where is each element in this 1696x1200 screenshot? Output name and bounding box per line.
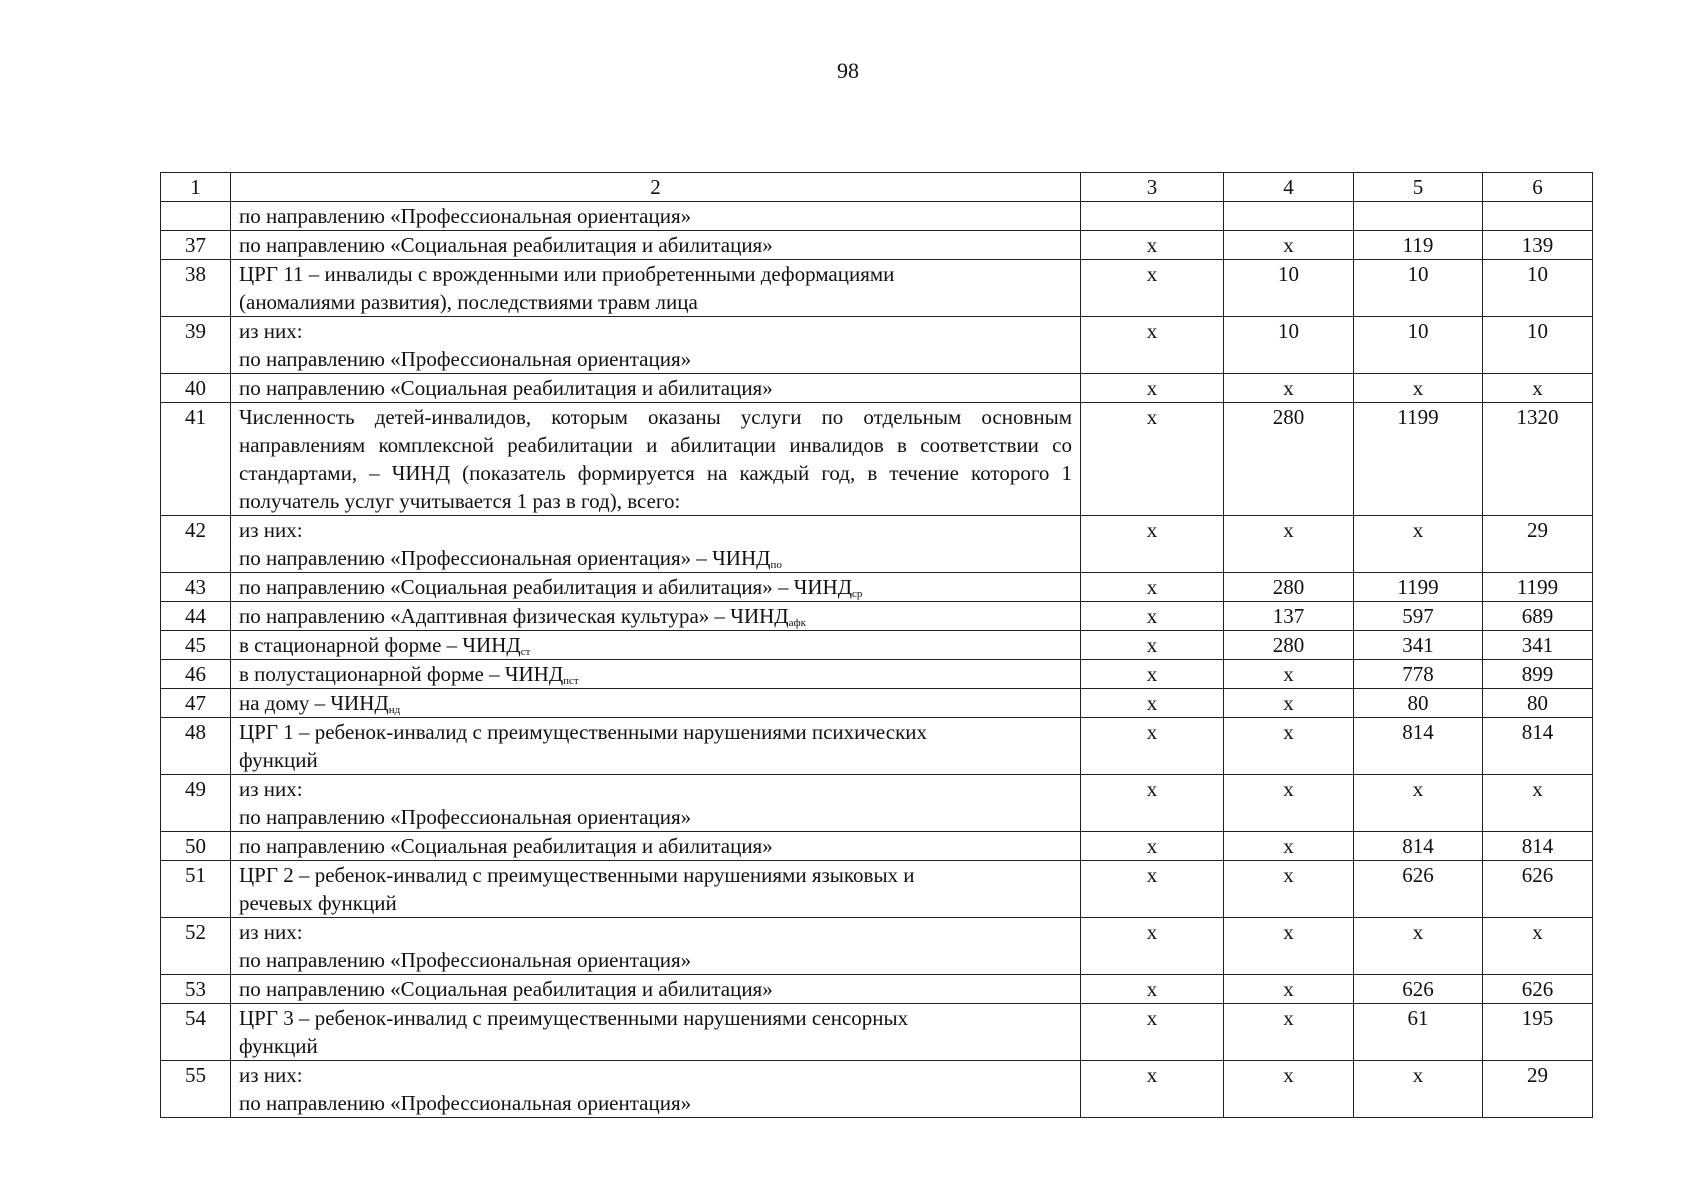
value-cell-4: 10 (1224, 317, 1354, 374)
description-text: по направлению «Профессиональная ориентация» (239, 948, 692, 972)
value-cell-4: 280 (1224, 573, 1354, 602)
indicator-description (231, 775, 1081, 832)
table-row (161, 631, 1593, 660)
description-line (239, 718, 1072, 746)
description-line (239, 775, 1072, 803)
value-cell-6 (1483, 202, 1593, 231)
value-cell-4: х (1224, 832, 1354, 861)
header-cell-3: 3 (1081, 173, 1224, 202)
row-number (161, 202, 231, 231)
value-cell-6: 814 (1483, 832, 1593, 861)
table-row (161, 573, 1593, 602)
value-cell-6: 899 (1483, 660, 1593, 689)
indicator-subscript: ст (520, 646, 531, 658)
description-line (239, 660, 1072, 688)
table-row (161, 602, 1593, 631)
indicator-subscript: пст (563, 675, 579, 687)
table-row (161, 202, 1593, 231)
page-number: 98 (837, 58, 859, 83)
value-cell-3: х (1081, 573, 1224, 602)
value-cell-3: х (1081, 1004, 1224, 1061)
indicator-description (231, 631, 1081, 660)
description-text: из них: (239, 920, 303, 944)
indicator-description (231, 1004, 1081, 1061)
value-cell-5: 778 (1354, 660, 1483, 689)
row-number: 40 (161, 374, 231, 403)
table-row (161, 516, 1593, 573)
description-line (239, 746, 1072, 774)
value-cell-3: х (1081, 602, 1224, 631)
value-cell-6: 29 (1483, 516, 1593, 573)
value-cell-5: х (1354, 775, 1483, 832)
description-line (239, 573, 1072, 601)
description-line (239, 803, 1072, 831)
description-line (239, 202, 1072, 230)
indicator-description (231, 832, 1081, 861)
row-number: 53 (161, 975, 231, 1004)
row-number: 43 (161, 573, 231, 602)
indicator-description (231, 202, 1081, 231)
value-cell-3: х (1081, 832, 1224, 861)
description-text: в стационарной форме – ЧИНД (239, 633, 521, 657)
value-cell-3: х (1081, 1061, 1224, 1118)
indicator-subscript: нд (388, 704, 401, 716)
table-row (161, 231, 1593, 260)
description-text: Численность детей-инвалидов, которым оказаны услуги по отдельным основным направлениям комплексной реабилитации и абилитации инвалидов в соответствии со стандартами, – ЧИНД (показатель формируется на каждый год, в течение которого 1 получатель услуг учитывается 1 раз в год), всего: (239, 405, 1072, 513)
value-cell-4: х (1224, 918, 1354, 975)
description-line (239, 631, 1072, 659)
value-cell-5: 10 (1354, 260, 1483, 317)
table-row (161, 403, 1593, 516)
row-number: 48 (161, 718, 231, 775)
indicator-description (231, 573, 1081, 602)
value-cell-4: х (1224, 861, 1354, 918)
indicator-description (231, 317, 1081, 374)
description-line (239, 403, 1072, 515)
value-cell-3: х (1081, 374, 1224, 403)
value-cell-6: 1199 (1483, 573, 1593, 602)
value-cell-5: 1199 (1354, 403, 1483, 516)
table-row (161, 660, 1593, 689)
value-cell-3: х (1081, 718, 1224, 775)
value-cell-4: 10 (1224, 260, 1354, 317)
row-number: 41 (161, 403, 231, 516)
value-cell-6: 626 (1483, 975, 1593, 1004)
value-cell-5: 10 (1354, 317, 1483, 374)
table-header-row (161, 173, 1593, 202)
description-text: по направлению «Профессиональная ориентация» (239, 347, 692, 371)
row-number: 49 (161, 775, 231, 832)
description-line (239, 689, 1072, 717)
row-number: 51 (161, 861, 231, 918)
description-text: по направлению «Профессиональная ориентация» (239, 805, 692, 829)
indicator-description (231, 861, 1081, 918)
value-cell-5: 1199 (1354, 573, 1483, 602)
indicator-description (231, 231, 1081, 260)
header-cell-5: 5 (1354, 173, 1483, 202)
description-text: на дому – ЧИНД (239, 691, 389, 715)
value-cell-3: х (1081, 689, 1224, 718)
indicator-description (231, 403, 1081, 516)
indicator-subscript: по (770, 559, 782, 571)
value-cell-6: 341 (1483, 631, 1593, 660)
indicator-subscript: ср (852, 588, 863, 600)
indicator-description (231, 918, 1081, 975)
description-text: ЦРГ 11 – инвалиды с врожденными или приобретенными деформациями (239, 262, 895, 286)
table-row (161, 718, 1593, 775)
value-cell-5: 341 (1354, 631, 1483, 660)
value-cell-5: х (1354, 516, 1483, 573)
value-cell-6: 139 (1483, 231, 1593, 260)
value-cell-6: 10 (1483, 317, 1593, 374)
row-number: 46 (161, 660, 231, 689)
value-cell-5: 597 (1354, 602, 1483, 631)
description-text: в полустационарной форме – ЧИНД (239, 662, 564, 686)
header-cell-1: 1 (161, 173, 231, 202)
value-cell-3: х (1081, 516, 1224, 573)
table-row (161, 918, 1593, 975)
description-text: ЦРГ 2 – ребенок-инвалид с преимущественными нарушениями языковых и (239, 863, 915, 887)
value-cell-4 (1224, 202, 1354, 231)
indicator-subscript: афк (788, 617, 806, 629)
indicator-description (231, 374, 1081, 403)
indicator-description (231, 975, 1081, 1004)
description-line (239, 918, 1072, 946)
value-cell-4: х (1224, 1061, 1354, 1118)
value-cell-6: 80 (1483, 689, 1593, 718)
row-number: 44 (161, 602, 231, 631)
row-number: 55 (161, 1061, 231, 1118)
table-body (161, 173, 1593, 1118)
value-cell-6: 814 (1483, 718, 1593, 775)
description-text: из них: (239, 777, 303, 801)
description-text: по направлению «Профессиональная ориентация» (239, 1091, 692, 1115)
description-line (239, 1061, 1072, 1089)
value-cell-6: 626 (1483, 861, 1593, 918)
value-cell-5: х (1354, 1061, 1483, 1118)
header-cell-2: 2 (231, 173, 1081, 202)
description-text: по направлению «Социальная реабилитация и абилитация» (239, 233, 773, 257)
value-cell-3: х (1081, 260, 1224, 317)
description-line (239, 288, 1072, 316)
description-line (239, 231, 1072, 259)
value-cell-4: х (1224, 775, 1354, 832)
value-cell-3: х (1081, 975, 1224, 1004)
value-cell-3: х (1081, 231, 1224, 260)
table-row (161, 689, 1593, 718)
indicator-description (231, 660, 1081, 689)
description-text: (аномалиями развития), последствиями травм лица (239, 290, 698, 314)
row-number: 42 (161, 516, 231, 573)
value-cell-3: х (1081, 317, 1224, 374)
value-cell-3: х (1081, 918, 1224, 975)
description-line (239, 516, 1072, 544)
indicator-description (231, 602, 1081, 631)
table-row (161, 1004, 1593, 1061)
value-cell-4: х (1224, 718, 1354, 775)
indicator-description (231, 260, 1081, 317)
value-cell-3: х (1081, 403, 1224, 516)
value-cell-6: 1320 (1483, 403, 1593, 516)
value-cell-4: х (1224, 689, 1354, 718)
value-cell-6: 10 (1483, 260, 1593, 317)
value-cell-3 (1081, 202, 1224, 231)
description-line (239, 1089, 1072, 1117)
header-cell-4: 4 (1224, 173, 1354, 202)
description-line (239, 975, 1072, 1003)
value-cell-3: х (1081, 660, 1224, 689)
description-line (239, 1032, 1072, 1060)
row-number: 52 (161, 918, 231, 975)
value-cell-5: 814 (1354, 832, 1483, 861)
table-row (161, 260, 1593, 317)
value-cell-6: х (1483, 918, 1593, 975)
indicator-description (231, 689, 1081, 718)
value-cell-3: х (1081, 861, 1224, 918)
description-text: по направлению «Социальная реабилитация и абилитация» (239, 376, 773, 400)
row-number: 50 (161, 832, 231, 861)
value-cell-5: 119 (1354, 231, 1483, 260)
table-row (161, 317, 1593, 374)
description-text: функций (239, 1034, 318, 1058)
description-text: речевых функций (239, 891, 397, 915)
description-text: по направлению «Социальная реабилитация и абилитация» (239, 834, 773, 858)
value-cell-4: 280 (1224, 403, 1354, 516)
description-line (239, 832, 1072, 860)
row-number: 37 (161, 231, 231, 260)
indicator-description (231, 516, 1081, 573)
row-number: 47 (161, 689, 231, 718)
value-cell-5: х (1354, 374, 1483, 403)
table-row (161, 975, 1593, 1004)
value-cell-5: 61 (1354, 1004, 1483, 1061)
indicator-table (160, 172, 1593, 1118)
value-cell-3: х (1081, 631, 1224, 660)
description-line (239, 317, 1072, 345)
description-line (239, 345, 1072, 373)
value-cell-5: х (1354, 918, 1483, 975)
description-text: ЦРГ 1 – ребенок-инвалид с преимущественными нарушениями психических (239, 720, 928, 744)
value-cell-4: х (1224, 516, 1354, 573)
value-cell-5 (1354, 202, 1483, 231)
table-row (161, 775, 1593, 832)
row-number: 39 (161, 317, 231, 374)
row-number: 54 (161, 1004, 231, 1061)
description-text: функций (239, 748, 318, 772)
description-text: из них: (239, 319, 303, 343)
value-cell-4: х (1224, 231, 1354, 260)
value-cell-6: 689 (1483, 602, 1593, 631)
value-cell-6: 29 (1483, 1061, 1593, 1118)
description-line (239, 602, 1072, 630)
value-cell-4: х (1224, 374, 1354, 403)
value-cell-3: х (1081, 775, 1224, 832)
header-cell-6: 6 (1483, 173, 1593, 202)
description-text: по направлению «Профессиональная ориентация» – ЧИНД (239, 546, 771, 570)
description-text: по направлению «Социальная реабилитация и абилитация» – ЧИНД (239, 575, 853, 599)
indicator-description (231, 1061, 1081, 1118)
value-cell-5: 626 (1354, 975, 1483, 1004)
value-cell-5: 626 (1354, 861, 1483, 918)
value-cell-6: 195 (1483, 1004, 1593, 1061)
description-line (239, 889, 1072, 917)
description-line (239, 946, 1072, 974)
value-cell-6: х (1483, 775, 1593, 832)
table-row (161, 1061, 1593, 1118)
value-cell-4: 280 (1224, 631, 1354, 660)
value-cell-6: х (1483, 374, 1593, 403)
description-line (239, 1004, 1072, 1032)
description-text: из них: (239, 518, 303, 542)
table-row (161, 374, 1593, 403)
value-cell-4: х (1224, 660, 1354, 689)
description-text: из них: (239, 1063, 303, 1087)
description-text: по направлению «Профессиональная ориентация» (239, 204, 692, 228)
indicator-description (231, 718, 1081, 775)
description-line (239, 260, 1072, 288)
row-number: 38 (161, 260, 231, 317)
description-line (239, 544, 1072, 572)
value-cell-4: 137 (1224, 602, 1354, 631)
description-text: по направлению «Социальная реабилитация и абилитация» (239, 977, 773, 1001)
table-row (161, 861, 1593, 918)
value-cell-4: х (1224, 975, 1354, 1004)
value-cell-5: 814 (1354, 718, 1483, 775)
value-cell-4: х (1224, 1004, 1354, 1061)
table-row (161, 832, 1593, 861)
row-number: 45 (161, 631, 231, 660)
description-line (239, 861, 1072, 889)
description-text: ЦРГ 3 – ребенок-инвалид с преимущественными нарушениями сенсорных (239, 1006, 909, 1030)
value-cell-5: 80 (1354, 689, 1483, 718)
description-line (239, 374, 1072, 402)
description-text: по направлению «Адаптивная физическая культура» – ЧИНД (239, 604, 789, 628)
